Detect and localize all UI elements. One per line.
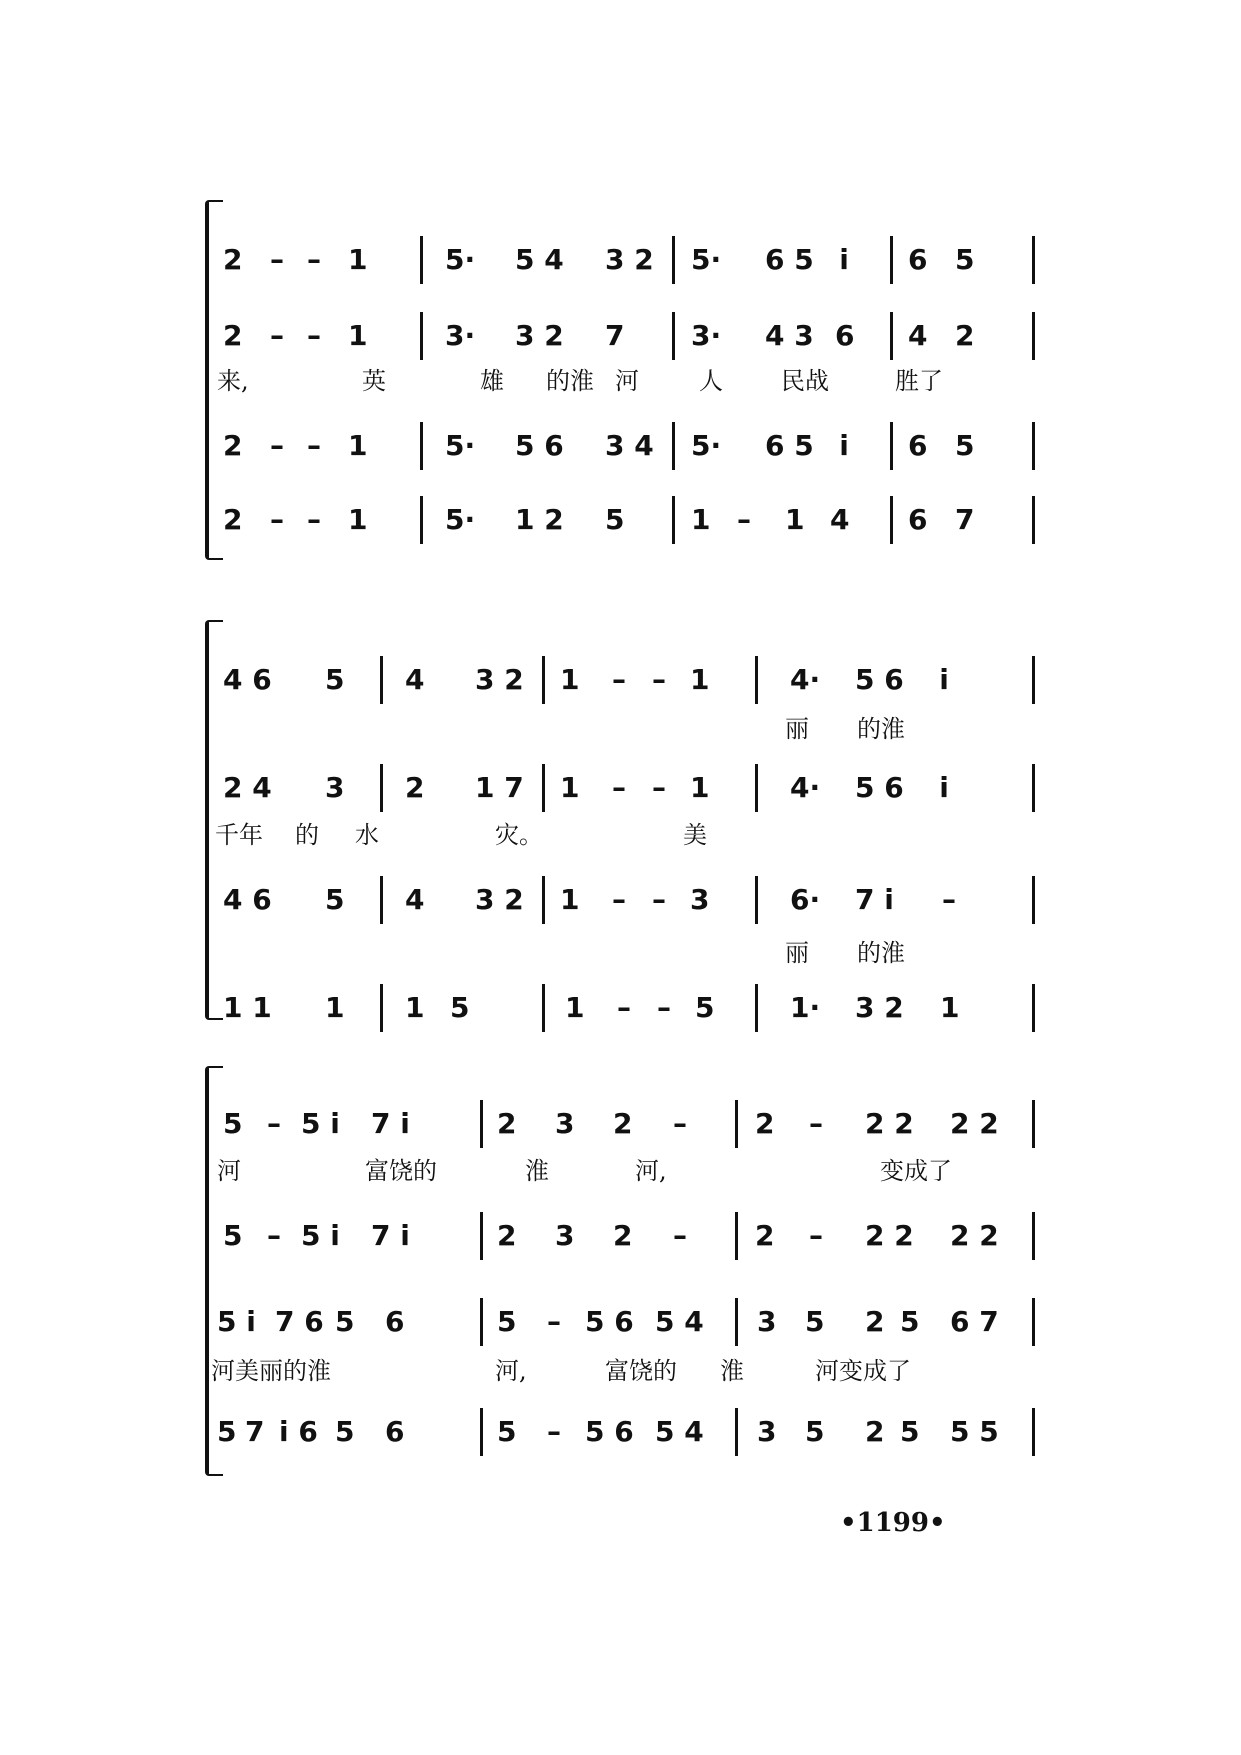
note: 1 bbox=[690, 771, 710, 804]
note: 1 bbox=[560, 883, 580, 916]
note: 2 bbox=[613, 1219, 633, 1252]
note: 2 2 bbox=[950, 1107, 999, 1140]
barline bbox=[890, 236, 893, 284]
note: – bbox=[942, 883, 956, 916]
note: – bbox=[809, 1219, 823, 1252]
note: 2 bbox=[755, 1219, 775, 1252]
note: 5 i bbox=[217, 1305, 256, 1338]
note: 4 bbox=[908, 319, 928, 352]
note: 2 bbox=[497, 1107, 517, 1140]
note: 4 3 bbox=[765, 319, 814, 352]
barline bbox=[542, 876, 545, 924]
note: 1 1 bbox=[223, 991, 272, 1024]
barline bbox=[755, 656, 758, 704]
note: 5 bbox=[497, 1305, 517, 1338]
barline bbox=[1032, 656, 1035, 704]
notation-line bbox=[205, 316, 1035, 356]
note: 2 bbox=[755, 1107, 775, 1140]
lyric-text: 富饶的 bbox=[365, 1157, 437, 1185]
note: 3 2 bbox=[475, 883, 524, 916]
note: 7 i bbox=[855, 883, 894, 916]
lyric-text: 人 bbox=[699, 367, 723, 395]
note: 1 bbox=[560, 771, 580, 804]
note: 7 bbox=[605, 319, 625, 352]
note: i bbox=[939, 771, 949, 804]
lyric-text: 河美丽的淮 bbox=[211, 1357, 331, 1385]
note: – bbox=[673, 1219, 687, 1252]
note: 2 bbox=[613, 1107, 633, 1140]
lyric-line bbox=[205, 1356, 1035, 1386]
lyric-text: 美 bbox=[683, 821, 707, 849]
note: 6 bbox=[835, 319, 855, 352]
barline bbox=[380, 876, 383, 924]
note: 1 bbox=[348, 319, 368, 352]
lyric-text: 河变成了 bbox=[815, 1357, 911, 1385]
note: 5· bbox=[445, 429, 476, 462]
barline bbox=[1032, 312, 1035, 360]
note: 3 bbox=[325, 771, 345, 804]
note: – bbox=[307, 429, 321, 462]
note: 4 6 bbox=[223, 883, 272, 916]
note: 5 bbox=[805, 1415, 825, 1448]
note: 5 bbox=[955, 429, 975, 462]
barline bbox=[672, 496, 675, 544]
note: 5 bbox=[695, 991, 715, 1024]
barline bbox=[420, 312, 423, 360]
note: 1 bbox=[940, 991, 960, 1024]
lyric-text: 淮 bbox=[720, 1357, 744, 1385]
lyric-text: 河 bbox=[217, 1157, 241, 1185]
barline bbox=[480, 1298, 483, 1346]
notation-line bbox=[205, 1412, 1035, 1452]
note: – bbox=[673, 1107, 687, 1140]
note: – bbox=[270, 429, 284, 462]
lyric-text: 的 bbox=[295, 821, 319, 849]
note: i bbox=[939, 663, 949, 696]
note: 5 bbox=[955, 243, 975, 276]
barline bbox=[1032, 1298, 1035, 1346]
note: – bbox=[612, 663, 626, 696]
lyric-text: 灾。 bbox=[495, 821, 543, 849]
barline bbox=[755, 984, 758, 1032]
note: – bbox=[270, 243, 284, 276]
note: 1 bbox=[565, 991, 585, 1024]
barline bbox=[480, 1212, 483, 1260]
note: – bbox=[652, 771, 666, 804]
score-system bbox=[205, 620, 1035, 1024]
barline bbox=[1032, 764, 1035, 812]
note: 4· bbox=[790, 771, 821, 804]
lyric-text: 的淮 bbox=[546, 367, 594, 395]
barline bbox=[1032, 876, 1035, 924]
note: 2 4 bbox=[223, 771, 272, 804]
page-number: •1199• bbox=[840, 1508, 946, 1538]
note: i bbox=[839, 429, 849, 462]
notation-line bbox=[205, 880, 1035, 920]
lyric-line bbox=[205, 714, 1035, 744]
note: 4 bbox=[405, 883, 425, 916]
note: 7 bbox=[955, 503, 975, 536]
lyric-text: 河, bbox=[635, 1157, 667, 1185]
note: 2 bbox=[865, 1305, 885, 1338]
note: – bbox=[307, 243, 321, 276]
note: 5 bbox=[223, 1107, 243, 1140]
note: 2 bbox=[405, 771, 425, 804]
barline bbox=[380, 764, 383, 812]
note: – bbox=[270, 319, 284, 352]
note: 3 2 bbox=[515, 319, 564, 352]
note: 5 6 bbox=[585, 1415, 634, 1448]
note: – bbox=[809, 1107, 823, 1140]
barline bbox=[420, 496, 423, 544]
lyric-text: 雄 bbox=[480, 367, 504, 395]
note: 5· bbox=[691, 429, 722, 462]
note: 4 6 bbox=[223, 663, 272, 696]
note: 5 bbox=[900, 1305, 920, 1338]
note: 2 bbox=[223, 429, 243, 462]
note: 5 bbox=[497, 1415, 517, 1448]
note: 5 i bbox=[301, 1219, 340, 1252]
note: 1 bbox=[691, 503, 711, 536]
note: 1 bbox=[785, 503, 805, 536]
barline bbox=[1032, 984, 1035, 1032]
barline bbox=[480, 1100, 483, 1148]
note: 2 2 bbox=[865, 1107, 914, 1140]
note: 2 bbox=[955, 319, 975, 352]
note: 4 bbox=[405, 663, 425, 696]
lyric-text: 的淮 bbox=[857, 715, 905, 743]
note: 6 bbox=[908, 243, 928, 276]
notation-line bbox=[205, 768, 1035, 808]
note: 1 bbox=[348, 503, 368, 536]
note: 1 bbox=[560, 663, 580, 696]
barline bbox=[735, 1408, 738, 1456]
note: 6 7 bbox=[950, 1305, 999, 1338]
barline bbox=[380, 656, 383, 704]
note: 2 bbox=[223, 503, 243, 536]
note: 2 bbox=[497, 1219, 517, 1252]
notation-line bbox=[205, 500, 1035, 540]
note: – bbox=[307, 319, 321, 352]
barline bbox=[420, 236, 423, 284]
note: 7 i bbox=[371, 1107, 410, 1140]
note: 6 bbox=[385, 1415, 405, 1448]
lyric-text: 丽 bbox=[785, 939, 809, 967]
note: 5 bbox=[450, 991, 470, 1024]
note: 5· bbox=[445, 243, 476, 276]
note: – bbox=[657, 991, 671, 1024]
notation-line bbox=[205, 1216, 1035, 1256]
note: 5 6 bbox=[515, 429, 564, 462]
note: 5 bbox=[223, 1219, 243, 1252]
note: 5 4 bbox=[655, 1305, 704, 1338]
barline bbox=[380, 984, 383, 1032]
note: 6 5 bbox=[765, 243, 814, 276]
note: 5 bbox=[325, 883, 345, 916]
note: i bbox=[839, 243, 849, 276]
barline bbox=[480, 1408, 483, 1456]
barline bbox=[890, 422, 893, 470]
note: 2 bbox=[223, 243, 243, 276]
score-system bbox=[205, 200, 1035, 560]
note: 1 bbox=[690, 663, 710, 696]
note: 7 i bbox=[371, 1219, 410, 1252]
note: 1 2 bbox=[515, 503, 564, 536]
notation-line bbox=[205, 240, 1035, 280]
lyric-text: 河, bbox=[495, 1357, 527, 1385]
lyric-line bbox=[205, 820, 1035, 850]
note: – bbox=[267, 1219, 281, 1252]
note: 5 bbox=[805, 1305, 825, 1338]
note: 1 bbox=[325, 991, 345, 1024]
note: 1· bbox=[790, 991, 821, 1024]
note: 6 5 bbox=[765, 429, 814, 462]
barline bbox=[542, 764, 545, 812]
note: 3 2 bbox=[475, 663, 524, 696]
lyric-text: 英 bbox=[362, 367, 386, 395]
note: 4· bbox=[790, 663, 821, 696]
notation-line bbox=[205, 1104, 1035, 1144]
notation-line bbox=[205, 660, 1035, 700]
note: 3 2 bbox=[605, 243, 654, 276]
lyric-text: 富饶的 bbox=[605, 1357, 677, 1385]
note: – bbox=[617, 991, 631, 1024]
note: 5 5 bbox=[950, 1415, 999, 1448]
note: 2 2 bbox=[950, 1219, 999, 1252]
note: 1 7 bbox=[475, 771, 524, 804]
barline bbox=[672, 422, 675, 470]
note: 5 bbox=[335, 1415, 355, 1448]
note: – bbox=[270, 503, 284, 536]
note: 5 6 bbox=[585, 1305, 634, 1338]
note: i 6 bbox=[279, 1415, 318, 1448]
notation-line bbox=[205, 426, 1035, 466]
note: 7 bbox=[245, 1415, 265, 1448]
note: 5 4 bbox=[515, 243, 564, 276]
note: 1 bbox=[405, 991, 425, 1024]
note: 3 bbox=[555, 1219, 575, 1252]
note: 5 6 bbox=[855, 663, 904, 696]
barline bbox=[735, 1212, 738, 1260]
note: 5 bbox=[335, 1305, 355, 1338]
lyric-text: 河 bbox=[615, 367, 639, 395]
note: – bbox=[652, 663, 666, 696]
note: 5· bbox=[445, 503, 476, 536]
note: – bbox=[307, 503, 321, 536]
barline bbox=[672, 312, 675, 360]
note: 3 4 bbox=[605, 429, 654, 462]
note: 3 bbox=[690, 883, 710, 916]
notation-line bbox=[205, 1302, 1035, 1342]
note: – bbox=[737, 503, 751, 536]
note: 5 bbox=[605, 503, 625, 536]
lyric-line bbox=[205, 938, 1035, 968]
lyric-text: 胜了 bbox=[895, 367, 943, 395]
note: 3 bbox=[757, 1305, 777, 1338]
lyric-text: 淮 bbox=[525, 1157, 549, 1185]
barline bbox=[420, 422, 423, 470]
lyric-text: 水 bbox=[355, 821, 379, 849]
note: 5 6 bbox=[855, 771, 904, 804]
barline bbox=[1032, 1100, 1035, 1148]
note: 5 bbox=[217, 1415, 237, 1448]
barline bbox=[1032, 236, 1035, 284]
note: – bbox=[652, 883, 666, 916]
note: 4 bbox=[830, 503, 850, 536]
barline bbox=[1032, 496, 1035, 544]
note: 3· bbox=[691, 319, 722, 352]
barline bbox=[735, 1100, 738, 1148]
note: 2 bbox=[865, 1415, 885, 1448]
lyric-line bbox=[205, 366, 1035, 396]
note: 5 bbox=[900, 1415, 920, 1448]
barline bbox=[755, 764, 758, 812]
lyric-text: 来, bbox=[217, 367, 249, 395]
note: – bbox=[267, 1107, 281, 1140]
lyric-text: 民战 bbox=[781, 367, 829, 395]
barline bbox=[890, 496, 893, 544]
notation-line bbox=[205, 988, 1035, 1028]
note: 6 bbox=[908, 429, 928, 462]
note: 5 bbox=[325, 663, 345, 696]
note: 1 bbox=[348, 429, 368, 462]
note: 6 bbox=[385, 1305, 405, 1338]
note: – bbox=[547, 1305, 561, 1338]
barline bbox=[1032, 422, 1035, 470]
note: 6 bbox=[908, 503, 928, 536]
note: 3 bbox=[757, 1415, 777, 1448]
note: 3 2 bbox=[855, 991, 904, 1024]
score-system bbox=[205, 1066, 1035, 1476]
note: – bbox=[612, 771, 626, 804]
barline bbox=[1032, 1408, 1035, 1456]
barline bbox=[542, 656, 545, 704]
note: 3 bbox=[555, 1107, 575, 1140]
lyric-text: 变成了 bbox=[880, 1157, 952, 1185]
barline bbox=[1032, 1212, 1035, 1260]
note: 5· bbox=[691, 243, 722, 276]
lyric-line bbox=[205, 1156, 1035, 1186]
lyric-text: 的淮 bbox=[857, 939, 905, 967]
lyric-text: 丽 bbox=[785, 715, 809, 743]
note: 7 6 bbox=[275, 1305, 324, 1338]
note: – bbox=[547, 1415, 561, 1448]
note: 2 bbox=[223, 319, 243, 352]
barline bbox=[542, 984, 545, 1032]
barline bbox=[755, 876, 758, 924]
note: 3· bbox=[445, 319, 476, 352]
barline bbox=[890, 312, 893, 360]
note: 6· bbox=[790, 883, 821, 916]
barline bbox=[672, 236, 675, 284]
note: – bbox=[612, 883, 626, 916]
note: 5 i bbox=[301, 1107, 340, 1140]
barline bbox=[735, 1298, 738, 1346]
note: 2 2 bbox=[865, 1219, 914, 1252]
lyric-text: 千年 bbox=[215, 821, 263, 849]
note: 5 4 bbox=[655, 1415, 704, 1448]
note: 1 bbox=[348, 243, 368, 276]
